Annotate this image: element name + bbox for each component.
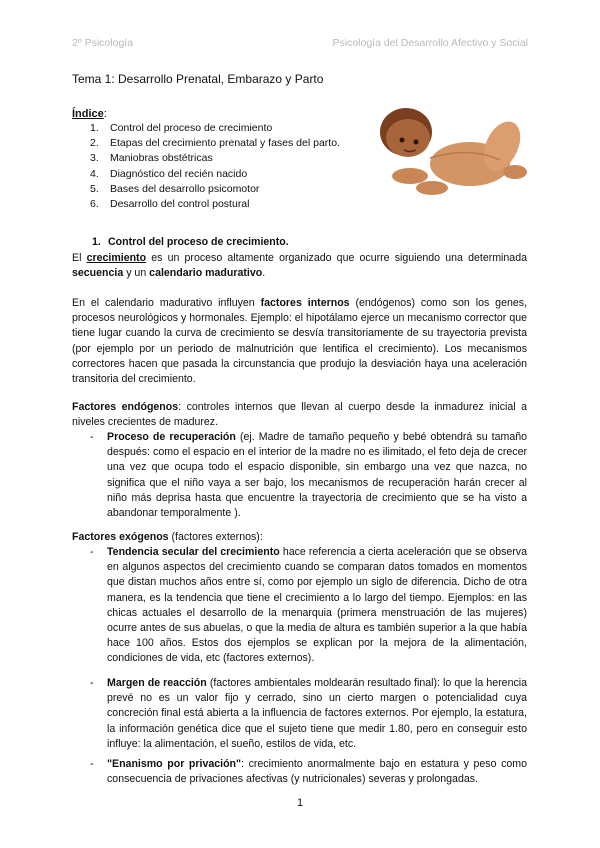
header-left: 2º Psicología (72, 37, 134, 49)
paragraph-factores-endogenos: Factores endógenos: controles internos que llevan al cuerpo desde la inmadurez inicial a niveles crecientes de madurez. (72, 401, 527, 429)
index-item: 2. Etapas del crecimiento prenatal y fases del parto. (90, 137, 340, 150)
list-item-margen-reaccion: - Margen de reacción (factores ambientales moldearán resultado final): lo que la herencia prevé no es un valor fijo y cerrado, sino un cierto margen o potencialidad cuya concreción final está abierta a la influencia de factores externos. Por ejemplo, la estatura, la información genética dice que el sujeto tiene que medir 1.80, pero en conseguir esto influye: la alimentación, el sueño, estilos de vida, etc. (90, 677, 528, 750)
list-item-enanismo: - "Enanismo por privación": crecimiento anormalmente bajo en estatura y peso como consecuencia de privaciones afectivas (y nutricionales) severas y prolongadas. (90, 758, 527, 786)
index-item: 5. Bases del desarrollo psicomotor (90, 182, 260, 195)
paragraph-factores-internos: En el calendario madurativo influyen factores internos (endógenos) como son los genes, procesos neurológicos y hormonales. Ejemplo: el hipotálamo ejerce un mecanismo corrector que tiene lugar cuando la curva de crecimiento se desvía transitoriamente de su trayectoria prevista (por ejemplo por un periodo de malnutrición que lentifica el crecimiento). Los mecanismos correctores hacen que pasada la circunstancia que produjo la desviación haya una aceleración transitoria del crecimiento. (72, 297, 527, 386)
index-item: 6. Desarrollo del control postural (90, 198, 250, 211)
index-item: 4. Diagnóstico del recién nacido (90, 167, 248, 180)
index-list (90, 121, 340, 212)
baby-illustration (370, 98, 528, 202)
list-item-proceso-recuperacion: - Proceso de recuperación (ej. Madre de tamaño pequeño y bebé obtendrá su tamaño después: como el espacio en el interior de la madre no es ilimitado, el feto deja de crecer una vez que ocupa todo el espacio disponible, sin embargo una vez que nazca, no significa que el niño vaya a ser bajo, los mecanismos de recuperación harán crecer al niño más deprisa hasta que encuentre la trayectoria de crecimiento que se ha visto a abandonar temporalmente ). (90, 431, 528, 520)
list-item-tendencia-secular: - Tendencia secular del crecimiento hace referencia a cierta aceleración que se observa en algunos aspectos del crecimiento cuando se comparan datos tomados en momentos que distan muchos años entre sí, como por ejemplo un siglo de diferencia. Dicho de otra manera, es la tendencia que tiene el crecimiento a lo largo del tiempo. Ejemplos: en las chicas actuales el desarrollo de la menarquia (primera menstruación de las mujeres) ocurre antes de sus abuelas, o que la media de altura es también superior a la que había hace 100 años. Estos dos ejemplos se explican por la mejora de la alimentación, condiciones de vida, etc (factores externos). (90, 546, 527, 665)
index-item: 3. Maniobras obstétricas (90, 152, 213, 165)
page-title: Tema 1: Desarrollo Prenatal, Embarazo y Parto (72, 72, 324, 86)
header-right: Psicología del Desarrollo Afectivo y Social (332, 37, 528, 49)
index-item: 1. Control del proceso de crecimiento (90, 122, 273, 134)
page-number: 1 (296, 797, 304, 809)
paragraph-factores-exogenos: Factores exógenos (factores externos): (72, 531, 263, 543)
paragraph-crecimiento: El crecimiento es un proceso altamente organizado que ocurre siguiendo una determinada secuencia y un calendario madurativo. (72, 252, 527, 280)
section-1-heading: 1. Control del proceso de crecimiento. (92, 236, 289, 248)
index-heading (72, 108, 107, 120)
index-label: Índice (72, 108, 104, 120)
baby-figure (380, 108, 527, 195)
index-colon: : (103, 108, 107, 120)
